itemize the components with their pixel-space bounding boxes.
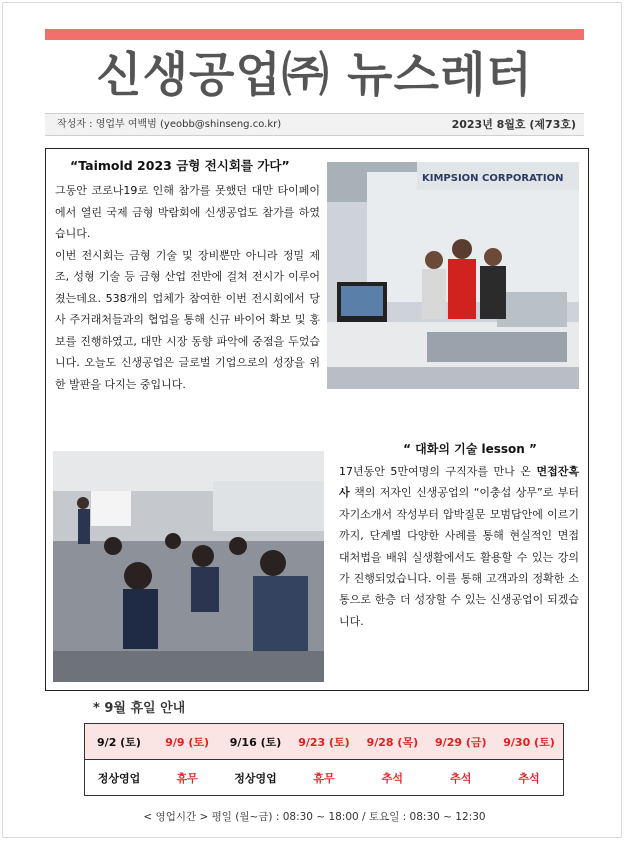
holiday-date-cell: 9/9 (토)	[153, 724, 221, 760]
book-title: 면접잔혹사	[339, 465, 579, 500]
holiday-status-cell: 추석	[518, 771, 540, 785]
booth-illustration	[327, 162, 579, 389]
issue-number: 2023년 8월호 (제73호)	[451, 118, 576, 131]
article2-text: 책의 저자인 신생공업의 “이충섭 상무”로 부터 자기소개서 작성부터 압박질문 모범답안에 이르기까지, 단계별 다양한 사례를 통해 현실적인 면접 대처법을 배워 실생활에서도 활용할 수 있는 강의가 진행되었습니다. 이를 통해 고객과의 정확한 소통으로 한층 더 성장할 수 있는 신생공업이 되겠습니다.	[339, 486, 579, 628]
lecture-photo	[53, 451, 324, 682]
holiday-status-cell: 추석	[381, 771, 403, 785]
article1-paragraph: 이번 전시회는 금형 기술 및 장비뿐만 아니라 정밀 제조, 성형 기술 등 금형 산업 전반에 걸쳐 전시가 이루어 졌는데요. 538개의 업체가 참여한 이번 전시회에서 당사 주거래처들과의 협업을 통해 신규 바이어 확보 및 홍보를 진행하였고, 대만 시장 동향 파악에 중점을 두었습니다. 오늘도 신생공업은 글로벌 기업으로의 성장을 위한 발판을 다지는 중입니다.	[55, 248, 320, 391]
holiday-status-cell: 정상영업	[97, 771, 141, 785]
holiday-table	[84, 723, 564, 796]
holiday-date-cell: 9/28 (목)	[358, 724, 426, 760]
holiday-date-cell: 9/23 (토)	[290, 724, 358, 760]
holiday-date-cell: 9/30 (토)	[495, 724, 564, 760]
article2-body	[339, 461, 579, 632]
holiday-status-cell: 휴무	[313, 771, 335, 785]
article1-title: “Taimold 2023 금형 전시회를 가다”	[70, 158, 290, 173]
holiday-section-title: * 9월 휴일 안내	[93, 701, 186, 716]
accent-bar	[45, 29, 584, 40]
newsletter-title: 신생공업㈜ 뉴스레터	[96, 48, 533, 103]
holiday-status-cell: 정상영업	[234, 771, 277, 785]
business-hours: < 영업시간 > 평일 (월~금) : 08:30 ~ 18:00 / 토요일 : 08:30 ~ 12:30	[143, 811, 486, 823]
holiday-status-cell: 휴무	[176, 771, 198, 785]
article2-title: “ 대화의 기술 lesson ”	[403, 442, 537, 456]
holiday-status-row	[85, 760, 564, 796]
booth-sign: KIMPSION CORPORATION	[422, 173, 564, 184]
holiday-date-cell: 9/29 (금)	[427, 724, 495, 760]
holiday-status-cell: 추석	[450, 771, 472, 785]
article1-paragraph: 그동안 코로나19로 인해 참가를 못했던 대만 타이페이에서 열린 국제 금형 박람회에 신생공업도 참가를 하였습니다.	[55, 184, 320, 240]
byline-author: 작성자 : 영업부 여백범 (yeobb@shinseng.co.kr)	[57, 119, 282, 130]
article1-body	[55, 180, 320, 395]
article2-intro: 17년동안 5만여명의 구직자를 만나 온	[339, 465, 537, 478]
holiday-date-cell: 9/16 (토)	[221, 724, 289, 760]
exhibition-booth-photo	[327, 162, 579, 389]
lecture-illustration	[53, 451, 324, 682]
byline-bar	[45, 113, 584, 136]
holiday-date-cell: 9/2 (토)	[85, 724, 153, 760]
holiday-date-row	[85, 724, 564, 760]
